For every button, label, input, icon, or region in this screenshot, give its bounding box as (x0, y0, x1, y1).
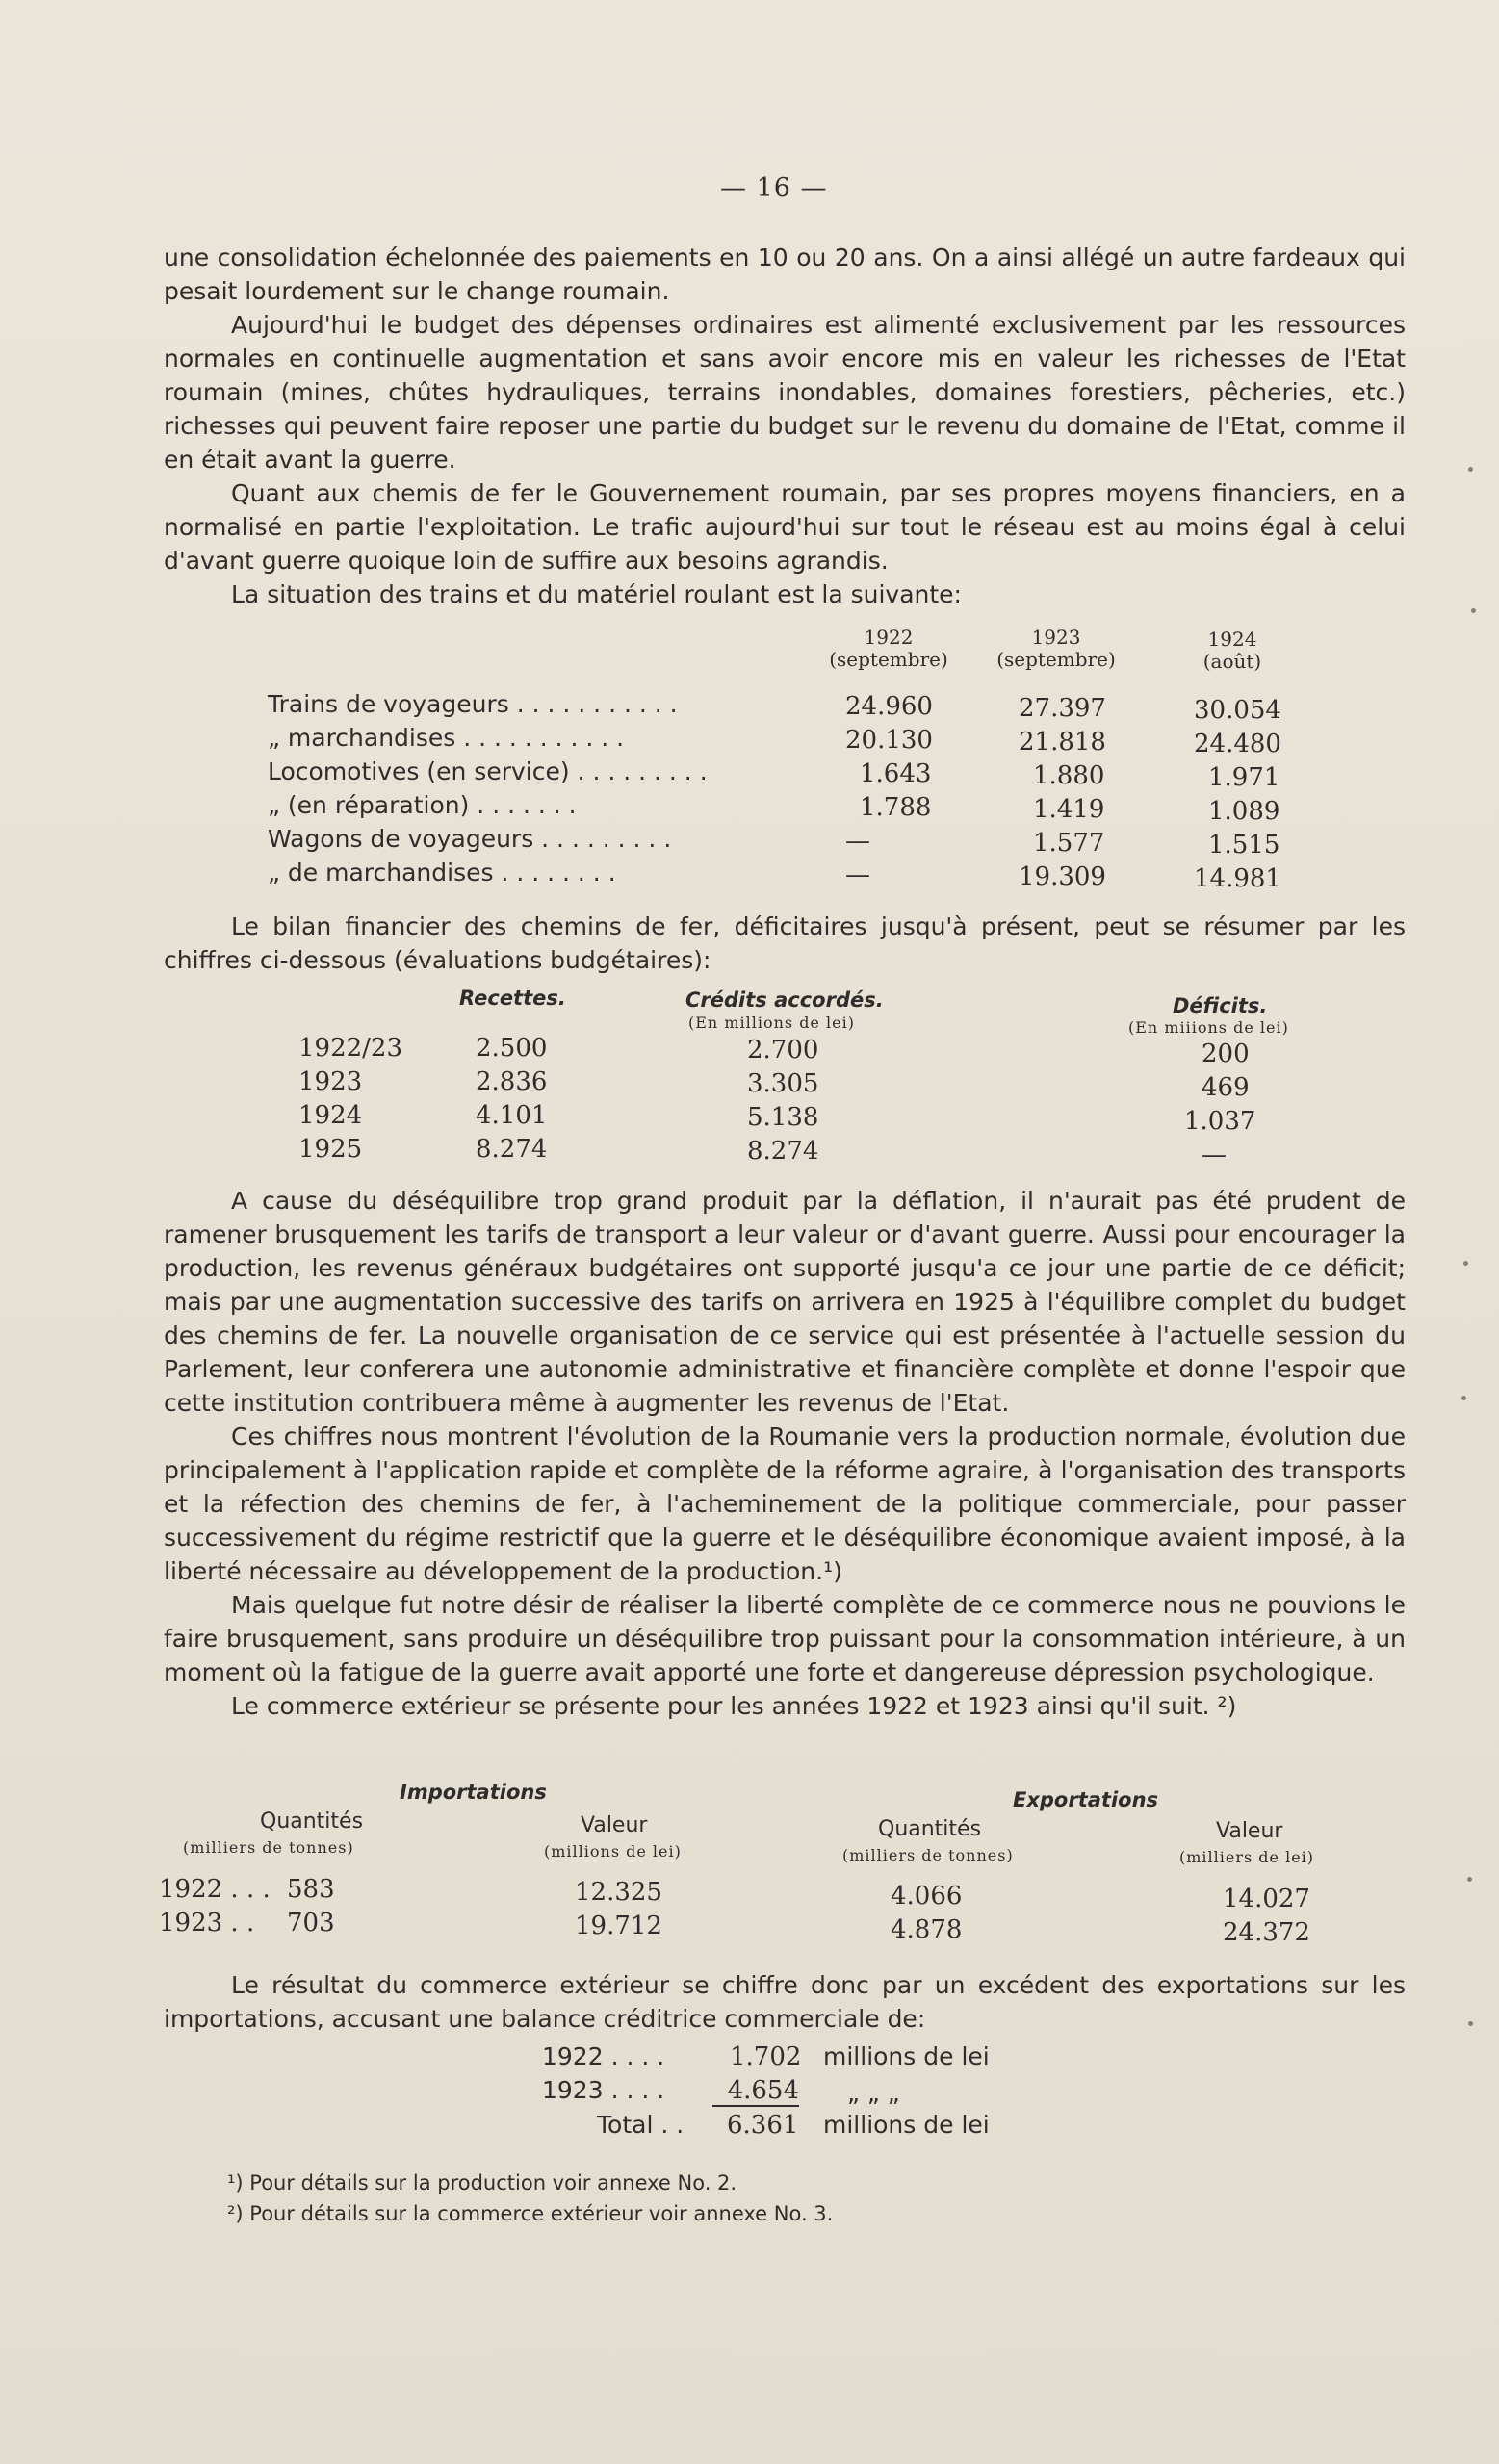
column-header-year: 1922 (864, 626, 914, 649)
imports-title: Importations (400, 1781, 547, 1804)
column-header-sub: (août) (1202, 650, 1262, 673)
column-header-credits: Crédits accordés. (685, 988, 884, 1012)
table-cell: 1.880 (1033, 761, 1105, 790)
paragraph: Mais quelque fut notre désir de réaliser la liberté complète de ce commerce nous ne pouvions le faire brusquement, sans produire un déséquilibre trop puissant pour la consommation intérieure, à un moment où la fatigue de la guerre avait apporté une forte et dangereuse dépression psychologique. (164, 1591, 1406, 1686)
table-cell: — (845, 827, 870, 856)
column-header-sub: (septembre) (996, 648, 1116, 671)
table-row-label: Locomotives (en service) . . . . . . . . . (268, 757, 708, 785)
table-cell: 3.305 (747, 1069, 819, 1098)
column-header-deficits: Déficits. (1173, 994, 1268, 1017)
table-cell: 19.309 (1019, 862, 1106, 891)
column-header-year: 1923 (1031, 626, 1081, 649)
paragraph: A cause du déséquilibre trop grand produit par la déflation, il n'aurait pas été prudent de ramener brusquement les tarifs de transport a leur valeur or d'avant guerre. Aussi pour encourager la production, les revenus généraux budgétaires ont supporté jusqu'a ce jour une partie de ce déficit; mais par une augmentation successive des tarifs on arrivera en 1925 à l'équilibre complet du budget des chemins de fer. La nouvelle organisation de ce service qui est présentée à l'actuelle session du Parlement, leur conferera une autonomie administrative et financière complète et donne l'espoir que cette institution contribuera même à augmenter les revenus de l'Etat. (164, 1187, 1406, 1417)
paragraph: Le résultat du commerce extérieur se chiffre donc par un excédent des exportations sur les importations, accusant une balance créditrice commerciale de: (164, 1971, 1406, 2033)
table-cell: 4.066 (891, 1882, 963, 1911)
column-header-val: Valeur (1216, 1819, 1283, 1843)
table-row-label: Trains de voyageurs . . . . . . . . . . . (268, 690, 678, 718)
table-cell: 583 (287, 1875, 335, 1904)
paragraph: Quant aux chemis de fer le Gouvernement roumain, par ses propres moyens financiers, en a normalisé en partie l'exploitation. Le trafic aujourd'hui sur tout le réseau est au moins égal à celui d'avant guerre quoique loin de suffire aux besoins agrandis. (164, 479, 1406, 575)
table-cell: 21.818 (1019, 728, 1106, 757)
table-cell: 200 (1202, 1040, 1250, 1068)
table-cell: 1.971 (1208, 763, 1280, 792)
footnote: ²) Pour détails sur la commerce extérieur voir annexe No. 3. (227, 2202, 834, 2225)
text-block-result (164, 1968, 1406, 2036)
table-cell: 2.700 (747, 1036, 819, 1065)
paragraph: Ces chiffres nous montrent l'évolution de la Roumanie vers la production normale, évolution due principalement à l'application rapide et complète de la réforme agraire, à l'organisation des transports et la réfection des chemins de fer, à l'acheminement de la politique commerciale, pour passer successivement du régime restrictif que la guerre et le déséquilibre économique avaient imposé, à la liberté nécessaire au développement de la production.¹) (164, 1423, 1406, 1585)
table-cell: 2.836 (476, 1067, 548, 1096)
column-header-year: 1924 (1207, 628, 1257, 651)
table-cell: 24.372 (1223, 1918, 1310, 1947)
exports-title: Exportations (1013, 1788, 1159, 1811)
column-header-qty: Quantités (878, 1817, 982, 1841)
scan-speck (1463, 1261, 1468, 1266)
balance-unit: „ „ „ (847, 2079, 900, 2107)
column-header-qty: Quantités (260, 1810, 364, 1834)
total-unit: millions de lei (823, 2111, 990, 2139)
table-row-year: 1922 . . . (159, 1875, 271, 1904)
table-row-year: 1925 (298, 1135, 363, 1164)
paragraph: Aujourd'hui le budget des dépenses ordinaires est alimenté exclusivement par les ressources normales en continuelle augmentation et sans avoir encore mis en valeur les richesses de l'Etat roumain (mines, chûtes hydrauliques, terrains inondables, domaines forestiers, pêcheries, etc.) richesses qui peuvent faire reposer une partie du budget sur le revenu du domaine de l'Etat, comme il en était avant la guerre. (164, 311, 1406, 474)
total-label: Total . . (597, 2111, 685, 2139)
table-row-year: 1923 (298, 1067, 363, 1096)
table-cell: 1.419 (1033, 795, 1105, 824)
table-cell: 8.274 (476, 1135, 548, 1164)
table-cell: 2.500 (476, 1034, 548, 1063)
table-cell: 20.130 (845, 726, 933, 755)
table-cell: 1.643 (860, 759, 932, 788)
paragraph: La situation des trains et du matériel roulant est la suivante: (231, 580, 962, 608)
column-header-sub: (En miiions de lei) (1128, 1018, 1289, 1037)
table-row-year: 1922/23 (298, 1034, 403, 1063)
page-number: — 16 — (720, 173, 828, 203)
balance-label: 1922 . . . . (542, 2042, 665, 2070)
table-row-year: 1924 (298, 1101, 363, 1130)
table-cell: 4.878 (891, 1915, 963, 1944)
balance-value: 1.702 (730, 2042, 802, 2071)
table-cell: 469 (1202, 1073, 1250, 1102)
text-block-intro (164, 241, 1406, 611)
column-header-sub: (septembre) (829, 648, 948, 671)
column-header-val: Valeur (581, 1813, 648, 1837)
footnote: ¹) Pour détails sur la production voir annexe No. 2. (227, 2171, 737, 2194)
text-block-analysis (164, 1184, 1406, 1723)
paragraph: Le commerce extérieur se présente pour les années 1922 et 1923 ainsi qu'il suit. ²) (231, 1692, 1237, 1720)
table-cell: 1.788 (860, 793, 932, 822)
balance-value: 4.654 (712, 2076, 799, 2107)
column-header-sub: (En millions de lei) (688, 1014, 855, 1032)
paragraph: une consolidation échelonnée des paiements en 10 ou 20 ans. On a ainsi allégé un autre fardeaux qui pesait lourdement sur le change roumain. (164, 244, 1406, 305)
table-cell: 8.274 (747, 1137, 819, 1166)
column-header-sub: (milliers de tonnes) (183, 1838, 354, 1857)
scan-speck (1468, 2021, 1473, 2026)
column-header-sub: (millions de lei) (544, 1842, 682, 1861)
table-cell: 14.981 (1194, 864, 1281, 893)
column-header-recettes: Recettes. (459, 987, 566, 1010)
balance-label: 1923 . . . . (542, 2076, 665, 2104)
table-cell: 30.054 (1194, 696, 1281, 725)
scan-speck (1468, 467, 1473, 472)
scan-speck (1461, 1396, 1466, 1400)
table-cell: 1.577 (1033, 829, 1105, 858)
table-cell: 14.027 (1223, 1885, 1310, 1913)
table-cell: — (845, 860, 870, 889)
scan-speck (1471, 608, 1476, 613)
text-block-bilan (164, 910, 1406, 977)
table-cell: 4.101 (476, 1101, 548, 1130)
table-cell: 1.089 (1208, 797, 1280, 826)
table-row-year: 1923 . . (159, 1909, 255, 1938)
table-cell: 27.397 (1019, 694, 1106, 723)
table-row-label: „ de marchandises . . . . . . . . (268, 859, 616, 886)
paragraph: Le bilan financier des chemins de fer, déficitaires jusqu'à présent, peut se résumer par les chiffres ci-dessous (évaluations budgétaires): (164, 912, 1406, 974)
table-cell: 24.960 (845, 692, 933, 721)
table-cell: 19.712 (575, 1912, 662, 1940)
table-row-label: Wagons de voyageurs . . . . . . . . . (268, 825, 672, 853)
table-cell: 1.515 (1208, 831, 1280, 860)
table-row-label: „ marchandises . . . . . . . . . . . (268, 724, 625, 752)
table-cell: 5.138 (747, 1103, 819, 1132)
balance-unit: millions de lei (823, 2042, 990, 2070)
table-cell: 703 (287, 1909, 335, 1938)
total-value: 6.361 (727, 2111, 799, 2140)
table-cell: 24.480 (1194, 730, 1281, 758)
table-row-label: „ (en réparation) . . . . . . . (268, 791, 577, 819)
column-header-sub: (milliers de tonnes) (842, 1846, 1014, 1864)
scan-speck (1467, 1877, 1472, 1882)
table-cell: 12.325 (575, 1878, 662, 1907)
column-header-sub: (milliers de lei) (1179, 1848, 1315, 1866)
table-cell: — (1202, 1141, 1227, 1169)
table-cell: 1.037 (1184, 1107, 1256, 1136)
